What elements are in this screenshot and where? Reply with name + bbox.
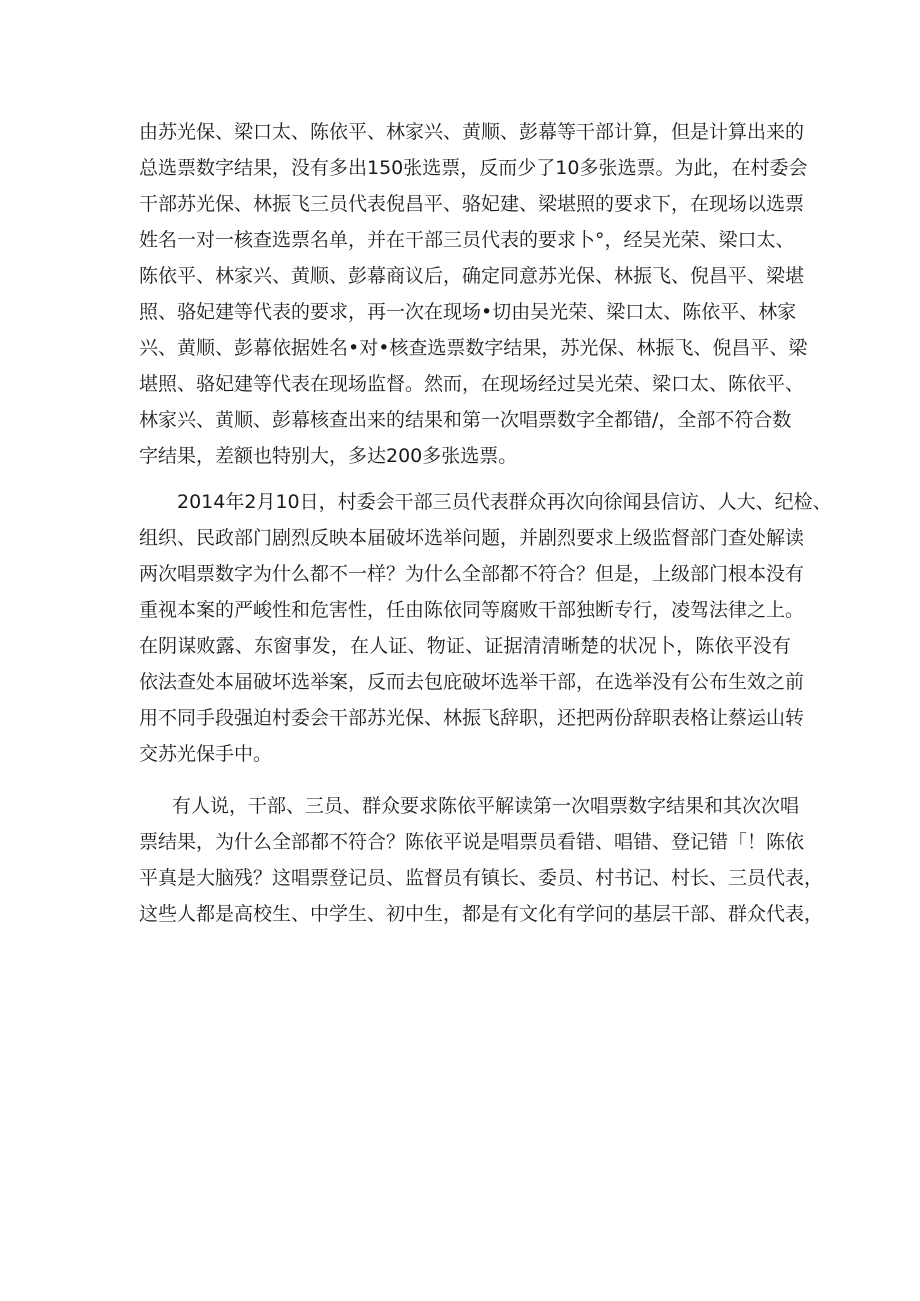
paragraph-line: 交苏光保手中。: [139, 743, 273, 765]
paragraph-line: 有人说，干部、三员、群众要求陈依平解读第一次唱票数字结果和其次次唱: [172, 795, 800, 817]
paragraph-line: 2014年2月10日，村委会干部三员代表群众再次向徐闻县信访、人大、纪检、: [177, 491, 832, 513]
paragraph-line: 重视本案的严峻性和危害性，任由陈依同等腐败干部独断专行，凌驾法律之上。: [139, 599, 805, 621]
paragraph-line: 姓名一对一核查选票名单，并在干部三员代表的要求卜°，经吴光荣、梁口太、: [139, 229, 795, 251]
paragraph-line: 照、骆妃建等代表的要求，再一次在现场•切由吴光荣、梁口太、陈依平、林家: [139, 301, 797, 323]
paragraph-line: 字结果，差额也特别大，多达200多张选票。: [139, 445, 518, 467]
paragraph-line: 由苏光保、梁口太、陈依平、林家兴、黄顺、彭幕等干部计算，但是计算出来的: [139, 121, 805, 143]
paragraph-line: 票结果，为什么全部都不符合？陈依平说是唱票员看错、唱错、登记错「！陈依: [139, 831, 805, 853]
paragraph-line: 用不同手段强迫村委会干部苏光保、林振飞辞职，还把两份辞职表格让蔡运山转: [139, 707, 805, 729]
paragraph-line: 平真是大脑残？这唱票登记员、监督员有镇长、委员、村书记、村长、三员代表，: [139, 867, 824, 889]
document-body: [139, 114, 832, 932]
paragraph-line: 陈依平、林家兴、黄顺、彭幕商议后，确定同意苏光保、林振飞、倪昌平、梁堪: [139, 265, 805, 287]
paragraph-line: 这些人都是高校生、中学生、初中生，都是有文化有学问的基层干部、群众代表，: [139, 903, 824, 925]
paragraph-1: [139, 114, 808, 474]
paragraph-line: 干部苏光保、林振飞三员代表倪昌平、骆妃建、梁堪照的要求下，在现场以选票: [139, 193, 805, 215]
paragraph-2: [139, 484, 832, 772]
paragraph-line: 在阴谋败露、东窗事发，在人证、物证、证据清清晰楚的状况卜，陈依平没有: [139, 635, 791, 657]
paragraph-line: 堪照、骆妃建等代表在现场监督。然而，在现场经过吴光荣、梁口太、陈依平、: [139, 373, 805, 395]
paragraph-line: 总选票数字结果，没有多出150张选票，反而少了10多张选票。为此，在村委会: [139, 157, 808, 179]
paragraph-line: 组织、民政部门剧烈反映本届破坏选举问题，并剧烈要求上级监督部门查处解读: [139, 527, 805, 549]
paragraph-line: 林家兴、黄顺、彭幕核查出来的结果和第一次唱票数字全都错/，全部不符合数: [139, 409, 792, 431]
paragraph-line: 依法查处本届破坏选举案，反而去包庇破坏选举干部，在选举没有公布生效之前: [139, 671, 805, 693]
paragraph-line: 两次唱票数字为什么都不一样？为什么全部都不符合？但是，上级部门根本没有: [139, 563, 805, 585]
paragraph-line: 兴、黄顺、彭幕依据姓名•对•核查选票数字结果，苏光保、林振飞、倪昌平、梁: [139, 337, 808, 359]
paragraph-3: [139, 788, 824, 932]
